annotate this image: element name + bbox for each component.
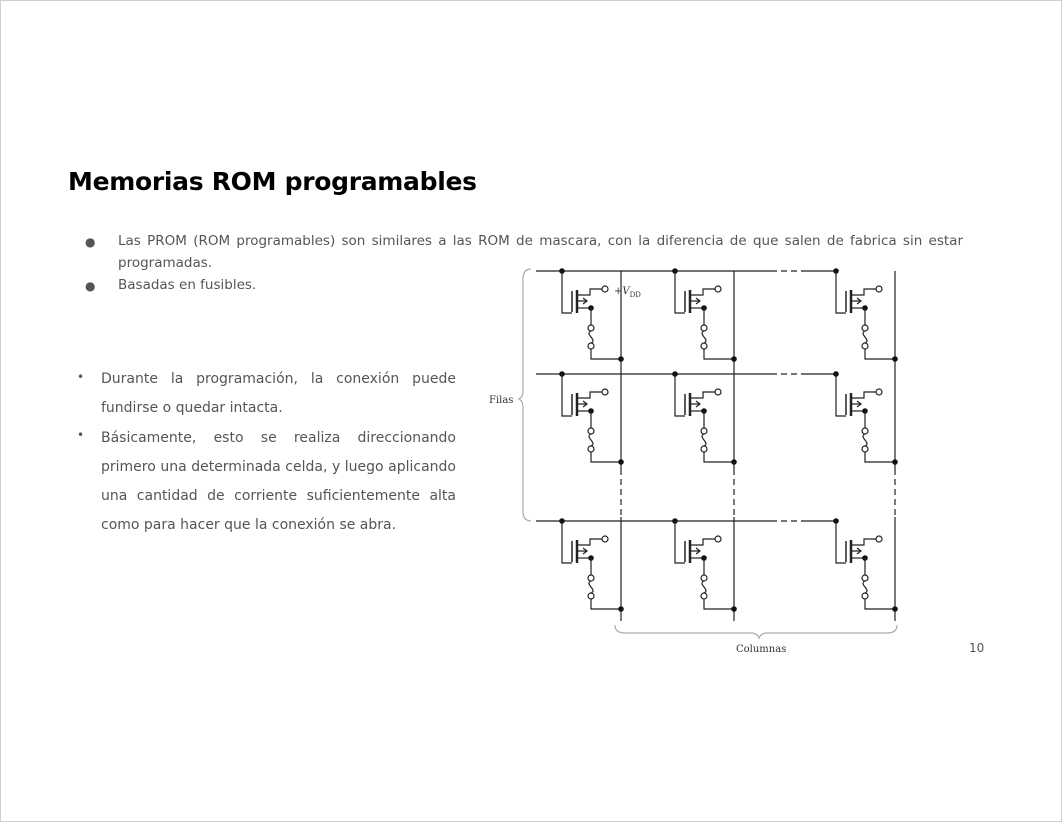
fuse-wire	[591, 452, 621, 462]
fuse-terminal	[588, 575, 594, 581]
fuse-terminal	[862, 428, 868, 434]
fuse-icon	[863, 331, 867, 343]
source-arrow	[577, 548, 587, 554]
bullet-icon: ●	[85, 279, 96, 293]
drain-wire	[577, 539, 602, 545]
fuse-icon	[702, 581, 706, 593]
bullet-icon: •	[77, 428, 85, 442]
junction-dot	[731, 356, 737, 362]
fuse-terminal	[862, 593, 868, 599]
fuse-terminal	[862, 446, 868, 452]
drain-wire	[690, 392, 715, 398]
slide-title: Memorias ROM programables	[68, 167, 477, 196]
columns-label: Columnas	[736, 644, 787, 655]
fuse-terminal	[588, 593, 594, 599]
gate-wire	[562, 521, 572, 563]
drain-wire	[851, 289, 876, 295]
fuse-terminal	[862, 575, 868, 581]
gate-wire	[675, 271, 685, 313]
columns-brace	[615, 625, 897, 638]
fuse-wire	[865, 452, 895, 462]
vdd-terminal	[602, 536, 608, 542]
vdd-terminal	[876, 536, 882, 542]
fuse-icon	[589, 434, 593, 446]
junction-dot	[731, 459, 737, 465]
junction-dot	[892, 459, 898, 465]
junction-dot	[618, 606, 624, 612]
vdd-terminal	[876, 389, 882, 395]
vdd-terminal	[602, 389, 608, 395]
junction-dot	[892, 606, 898, 612]
source-arrow	[851, 401, 861, 407]
source-arrow	[690, 298, 700, 304]
drain-wire	[690, 539, 715, 545]
fuse-terminal	[701, 343, 707, 349]
drain-wire	[851, 392, 876, 398]
fuse-wire	[704, 349, 734, 359]
junction-dot	[892, 356, 898, 362]
fuse-icon	[863, 434, 867, 446]
paragraph-bullet: Durante la programación, la conexión puede fundirse o quedar intacta.	[101, 371, 456, 417]
drain-wire	[577, 289, 602, 295]
gate-wire	[836, 271, 846, 313]
fuse-terminal	[588, 428, 594, 434]
fuse-icon	[702, 434, 706, 446]
fuse-terminal	[588, 343, 594, 349]
page-number: 10	[969, 641, 985, 655]
vdd-terminal	[876, 286, 882, 292]
bullet-icon: •	[77, 370, 85, 384]
paragraph-bullet: Básicamente, esto se realiza direccionando primero una determinada celda, y luego aplicando una cantidad de corriente suficientemente alta como para hacer que la conexión se abra.	[101, 429, 456, 534]
fuse-terminal	[862, 325, 868, 331]
fuse-terminal	[862, 343, 868, 349]
prom-circuit-diagram	[1, 1, 1061, 821]
source-arrow	[690, 548, 700, 554]
junction-dot	[731, 606, 737, 612]
bullet-text: Basadas en fusibles.	[118, 277, 257, 293]
source-arrow	[851, 298, 861, 304]
fuse-icon	[863, 581, 867, 593]
vdd-terminal	[715, 286, 721, 292]
fuse-wire	[865, 599, 895, 609]
vdd-terminal	[602, 286, 608, 292]
gate-wire	[675, 374, 685, 416]
fuse-terminal	[701, 593, 707, 599]
gate-wire	[836, 374, 846, 416]
drain-wire	[851, 539, 876, 545]
fuse-wire	[591, 599, 621, 609]
fuse-wire	[704, 599, 734, 609]
junction-dot	[618, 459, 624, 465]
source-arrow	[577, 401, 587, 407]
vdd-terminal	[715, 389, 721, 395]
fuse-terminal	[588, 446, 594, 452]
gate-wire	[675, 521, 685, 563]
gate-wire	[836, 521, 846, 563]
gate-wire	[562, 374, 572, 416]
vdd-label: $+V_{DD}$	[614, 286, 641, 299]
fuse-terminal	[701, 325, 707, 331]
fuse-icon	[589, 581, 593, 593]
drain-wire	[690, 289, 715, 295]
fuse-icon	[589, 331, 593, 343]
fuse-wire	[704, 452, 734, 462]
rows-brace	[519, 269, 531, 521]
fuse-terminal	[701, 575, 707, 581]
rows-label: Filas	[489, 395, 514, 406]
fuse-terminal	[701, 428, 707, 434]
junction-dot	[618, 356, 624, 362]
source-arrow	[690, 401, 700, 407]
gate-wire	[562, 271, 572, 313]
bullet-text: Las PROM (ROM programables) son similares a las ROM de mascara, con la diferencia de que salen de fabrica sin estar programadas.	[118, 233, 963, 271]
source-arrow	[851, 548, 861, 554]
fuse-terminal	[588, 325, 594, 331]
fuse-wire	[865, 349, 895, 359]
bullet-icon: ●	[85, 235, 96, 249]
source-arrow	[577, 298, 587, 304]
fuse-wire	[591, 349, 621, 359]
drain-wire	[577, 392, 602, 398]
vdd-terminal	[715, 536, 721, 542]
fuse-terminal	[701, 446, 707, 452]
fuse-icon	[702, 331, 706, 343]
